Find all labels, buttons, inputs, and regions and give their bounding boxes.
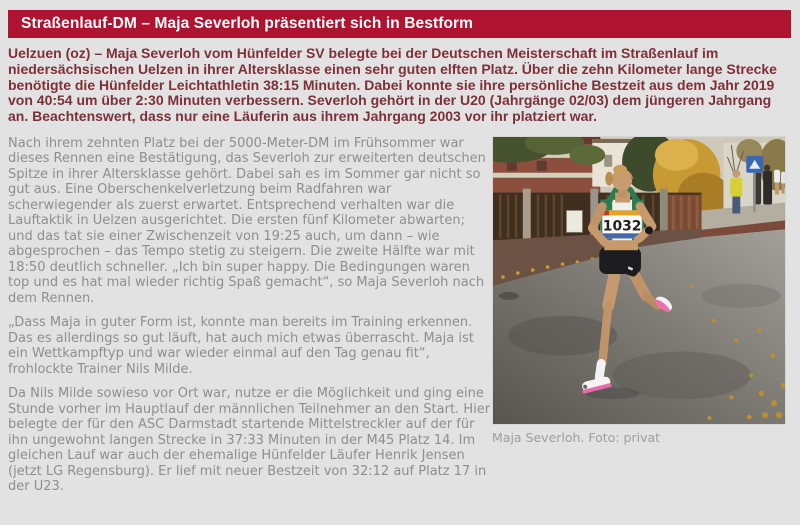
article-paragraph: Da Nils Milde sowieso vor Ort war, nutze er die Möglichkeit und ging eine Stunde vorher im Hauptlauf der männlichen Teilnehmer an den Start. Hier belegte der für den ASC Darmstadt startende Mittelstreckler auf der für ihn ungewohnt langen Strecke in 37:33 Minuten in der M45 Platz 14. Im gleichen Lauf war auch der ehemalige Hünfelder Läufer Henrik Jensen (jetzt LG Regensburg). Er lief mit neuer Bestzeit von 32:12 auf Platz 17 in der U23. xyxy=(8,386,491,495)
article-paragraph: Nach ihrem zehnten Platz bei der 5000-Meter-DM im Frühsommer war dieses Rennen eine Bestätigung, das Severloh zur erweiterten deutschen Spitze in ihrer Altersklasse gehört. Dabei sah es im Sommer gar nicht so gut aus. Eine Oberschenkelverletzung beim Radfahren war scherwiegender als zuerst erwartet. Entsprechend verhalten war die Lauftaktik in Uelzen ausgerichtet. Die ersten fünf Kilometer abwarten; und das tat sie einer Zwischenzeit von 19:25 auch, um dann – wie abgesprochen – das Tempo stetig zu steigern. Die zweite Hälfte war mit 18:50 deutlich schneller. „Ich bin super happy. Die Bedingungen waren top und es hat mal wieder richtig Spaß gemacht“, so Maja Severloh nach dem Rennen. xyxy=(8,135,486,306)
page-title: Straßenlauf-DM – Maja Severloh präsentiert sich in Bestform xyxy=(21,15,474,32)
manhole-cover xyxy=(499,292,519,300)
runner-photo xyxy=(492,136,786,425)
race-bib xyxy=(602,210,642,238)
bib-number: 1032 xyxy=(602,218,642,235)
sock xyxy=(599,363,601,377)
runner-photo-illustration xyxy=(493,137,785,424)
article-photo-figure xyxy=(492,136,786,504)
article-text-column xyxy=(8,136,492,504)
article-title-banner xyxy=(8,10,791,38)
fence-sign xyxy=(566,210,582,232)
article-page xyxy=(0,10,800,525)
photo-caption: Maja Severloh. Foto: privat xyxy=(492,429,661,445)
shorts xyxy=(599,247,641,278)
article-paragraph: „Dass Maja in guter Form ist, konnte man bereits im Training erkennen. Das es allerdings so gut läuft, hat auch mich etwas überrascht. Maja ist ein Wettkampftyp und war wieder einmal auf den Tag genau fit“, frohlockte Trainer Nils Milde. xyxy=(8,315,474,377)
article-content xyxy=(8,136,791,504)
sports-watch xyxy=(645,226,653,234)
intro-paragraph: Uelzuen (oz) – Maja Severloh vom Hünfelder SV belegte bei der Deutschen Meisterschaft im Straßenlauf im niedersächsischen Uelzen in ihrer Altersklasse einen sehr guten elften Platz. Über die zehn Kilometer lange Strecke benötigte die Hünfelder Leichtathletin 38:15 Minuten. Dabei konnte sie ihre persönliche Bestzeit aus dem Jahr 2019 von 40:54 um über 2:30 Minuten verbessern. Severloh gehört in der U20 (Jahrgänge 02/03) dem jüngeren Jahrgang an. Beachtenswert, dass nur eine Läuferin aus ihrem Jahrgang 2003 vor ihr platziert war. xyxy=(8,45,777,125)
